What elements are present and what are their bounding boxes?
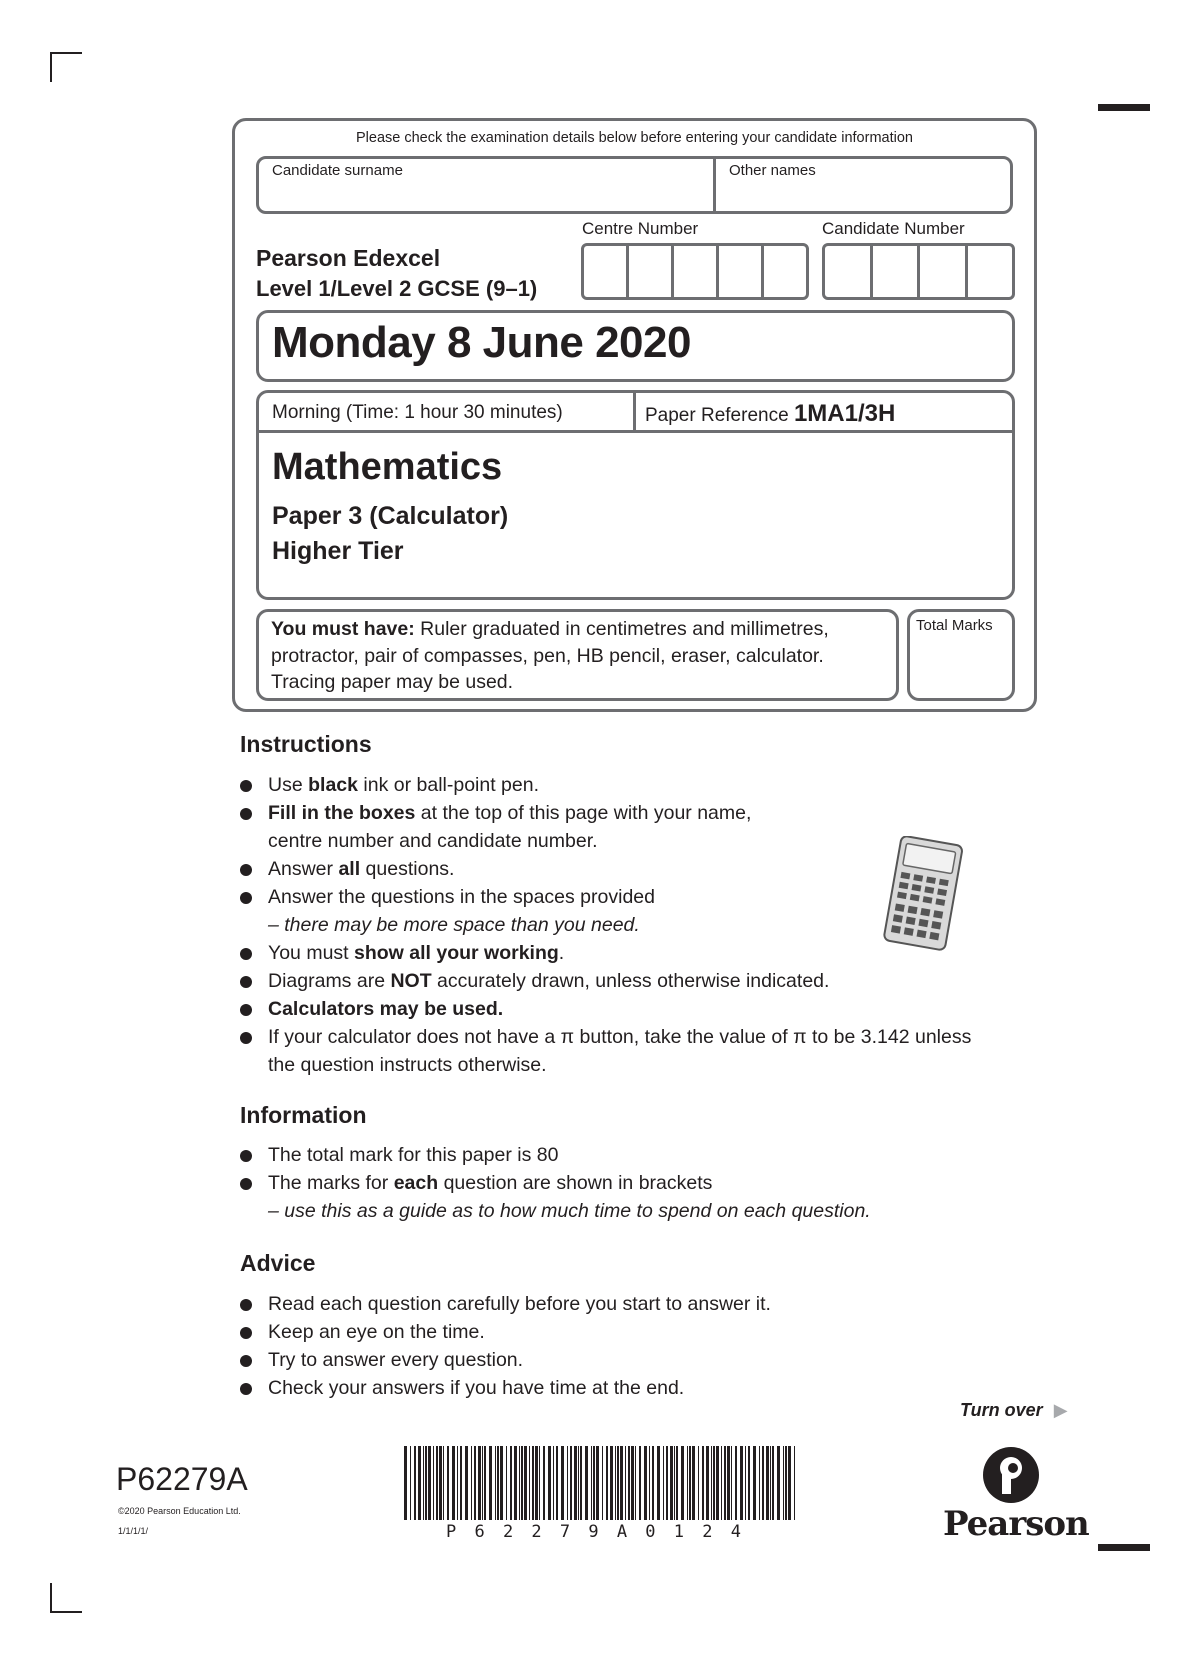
list-item: The marks for each question are shown in brackets – use this as a guide as to how much time to spend on each question. <box>240 1169 1060 1225</box>
information-list <box>240 1141 1060 1225</box>
advice-list <box>240 1290 1020 1402</box>
paper-reference-label: Paper Reference <box>645 405 789 426</box>
list-item: Check your answers if you have time at the end. <box>240 1374 1020 1402</box>
check-note: Please check the examination details below before entering your candidate information <box>356 130 913 146</box>
list-item: Keep an eye on the time. <box>240 1318 1020 1346</box>
tier: Higher Tier <box>272 537 404 565</box>
instructions-heading: Instructions <box>240 731 372 757</box>
subject: Mathematics <box>272 446 503 488</box>
list-item: Fill in the boxes at the top of this page with your name, centre number and candidate number. <box>240 799 1020 855</box>
candidate-number-boxes[interactable] <box>822 243 1015 300</box>
centre-number-label: Centre Number <box>582 219 699 238</box>
advice-heading: Advice <box>240 1250 316 1276</box>
list-item: Answer the questions in the spaces provided – there may be more space than you need. <box>240 883 1020 939</box>
paper-reference-code: 1MA1/3H <box>793 400 896 427</box>
other-names-field[interactable]: Other names <box>729 162 816 179</box>
list-item: Read each question carefully before you start to answer it. <box>240 1290 1020 1318</box>
list-item: If your calculator does not have a π button, take the value of π to be 3.142 unless the question instructs otherwise. <box>240 1023 1020 1079</box>
crop-mark-top-left-h <box>50 52 82 54</box>
turn-over-label: Turn over <box>960 1400 1043 1420</box>
print-code: 1/1/1/1/ <box>118 1526 149 1536</box>
registration-bar-bottom <box>1098 1544 1150 1551</box>
total-marks-label: Total Marks <box>916 617 993 634</box>
list-item: Diagrams are NOT accurately drawn, unless otherwise indicated. <box>240 967 1020 995</box>
information-heading: Information <box>240 1102 367 1128</box>
equipment-text <box>271 616 891 696</box>
exam-board: Pearson Edexcel <box>256 245 441 271</box>
pearson-logo-icon <box>982 1446 1040 1504</box>
list-item: You must show all your working. <box>240 939 1020 967</box>
list-item: Use black ink or ball-point pen. <box>240 771 1020 799</box>
list-item: Try to answer every question. <box>240 1346 1020 1374</box>
list-item: Calculators may be used. <box>240 995 1020 1023</box>
crop-mark-top-left-v <box>50 52 52 82</box>
paper-details-row-divider <box>633 390 636 432</box>
candidate-number-label: Candidate Number <box>822 219 965 238</box>
paper-code: P62279A <box>116 1461 248 1497</box>
barcode <box>404 1446 798 1522</box>
qualification: Level 1/Level 2 GCSE (9–1) <box>256 276 538 301</box>
turn-over <box>960 1400 1068 1421</box>
list-item: The total mark for this paper is 80 <box>240 1141 1060 1169</box>
triangle-right-icon: ▶ <box>1053 1400 1068 1420</box>
session: Morning (Time: 1 hour 30 minutes) <box>272 402 563 423</box>
registration-bar-top <box>1098 104 1150 111</box>
copyright: ©2020 Pearson Education Ltd. <box>118 1506 241 1516</box>
centre-number-boxes[interactable] <box>581 243 809 300</box>
exam-date: Monday 8 June 2020 <box>272 318 691 367</box>
paper-reference <box>645 400 895 428</box>
calculator-icon <box>878 836 968 952</box>
candidate-surname-field[interactable]: Candidate surname <box>272 162 403 179</box>
name-box-divider <box>713 156 716 214</box>
publisher-wordmark: Pearson <box>943 1504 1089 1544</box>
crop-mark-bottom-left-h <box>50 1611 82 1613</box>
paper-title: Paper 3 (Calculator) <box>272 502 509 530</box>
list-item: Answer all questions. <box>240 855 1020 883</box>
crop-mark-bottom-left-v <box>50 1583 52 1613</box>
equipment-heading: You must have: <box>271 618 415 640</box>
equipment-list: Ruler graduated in centimetres and millimetres, protractor, pair of compasses, pen, HB pencil, eraser, calculator. Tracing paper may be used. <box>271 618 829 693</box>
barcode-number: P 6 2 2 7 9 A 0 1 2 4 <box>446 1522 745 1542</box>
